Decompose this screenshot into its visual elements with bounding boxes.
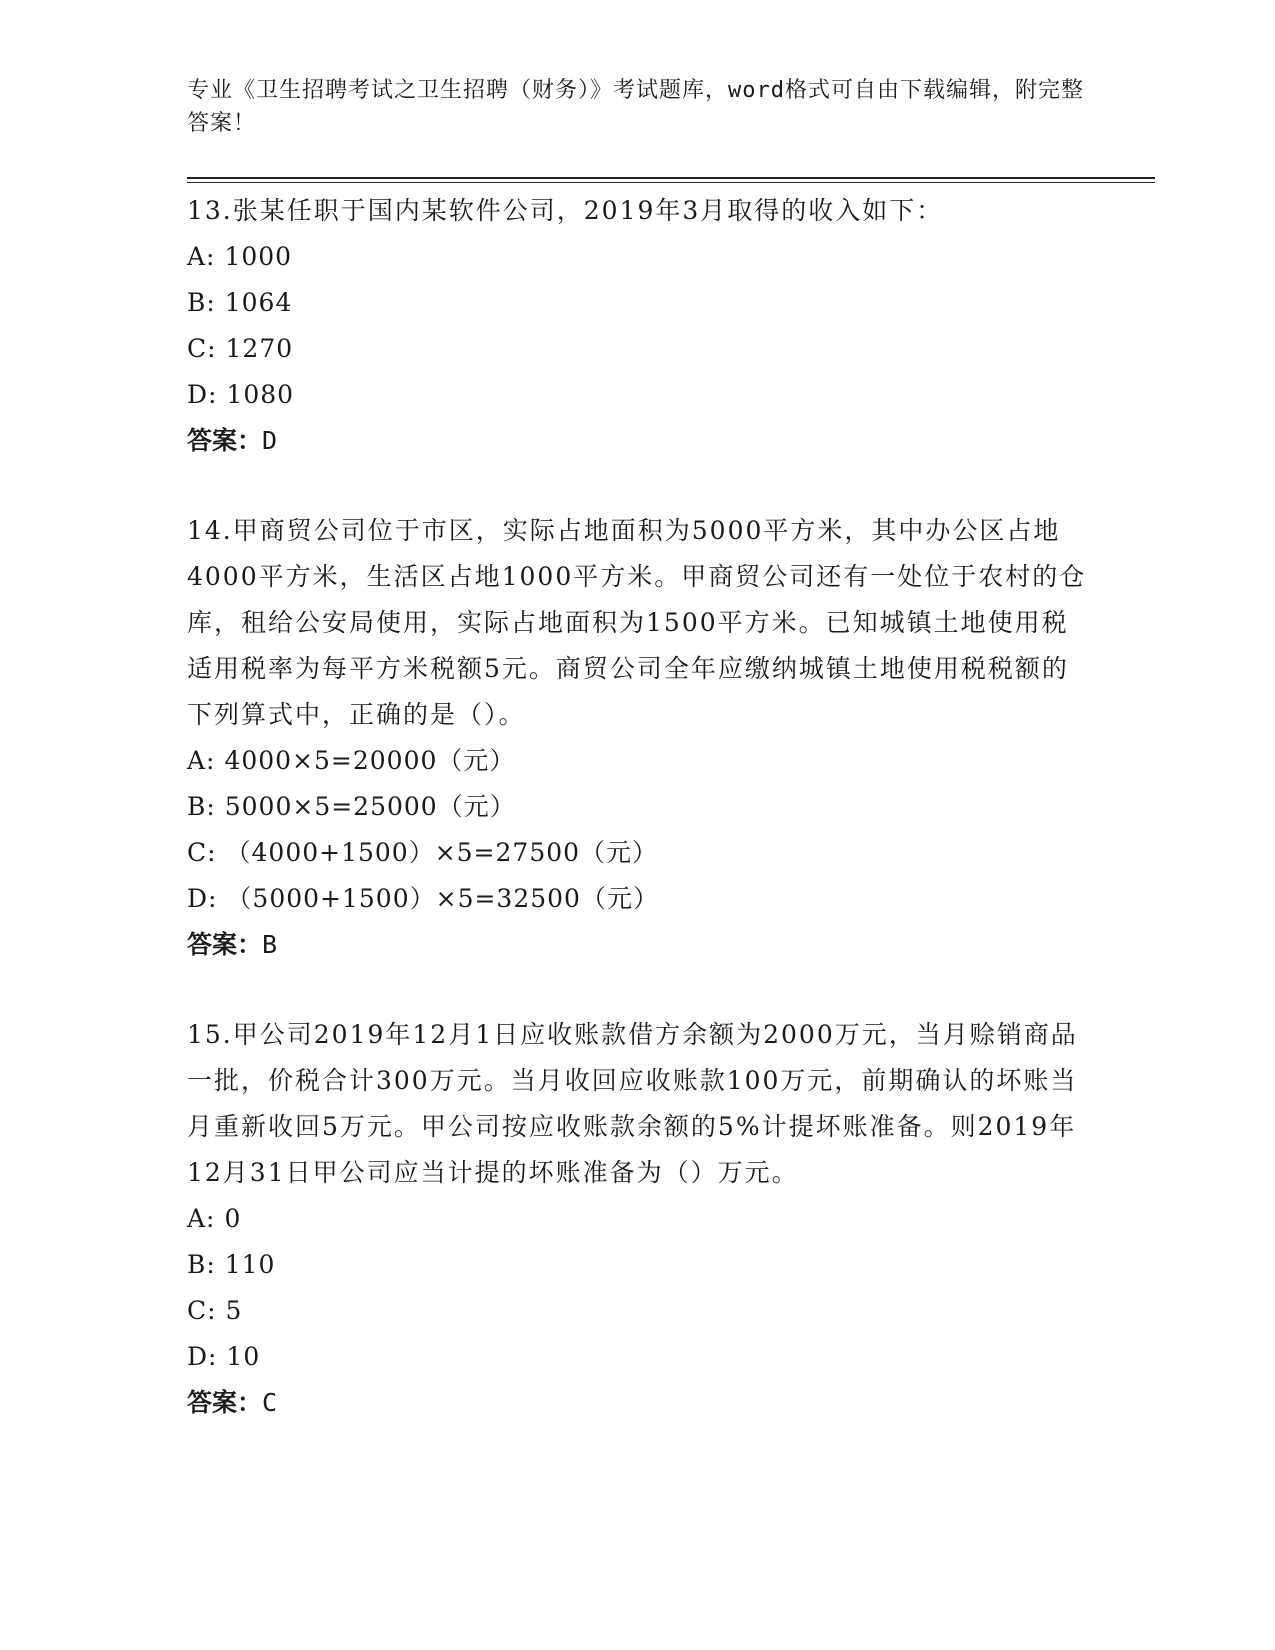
answer-label: 答案： — [187, 1388, 263, 1417]
option-b — [187, 280, 1087, 326]
option-label: B: — [187, 1250, 216, 1279]
header-divider — [187, 177, 1155, 179]
question-stem: 14.甲商贸公司位于市区，实际占地面积为5000平方米，其中办公区占地4000平方米，生活区占地1000平方米。甲商贸公司还有一处位于农村的仓库，租给公安局使用，实际占地面积为1500平方米。已知城镇土地使用税适用税率为每平方米税额5元。商贸公司全年应缴纳城镇土地使用税税额的下列算式中，正确的是（）。 — [187, 516, 1087, 729]
answer-label: 答案： — [187, 426, 263, 455]
option-label: A: — [187, 1204, 216, 1233]
option-label: C: — [187, 838, 217, 867]
option-b — [187, 784, 1087, 830]
question-13 — [187, 188, 1087, 464]
answer-line — [187, 418, 1087, 464]
option-text: （4000+1500）×5=27500（元） — [225, 838, 659, 867]
option-text: （5000+1500）×5=32500（元） — [226, 884, 659, 913]
question-stem: 15.甲公司2019年12月1日应收账款借方余额为2000万元，当月赊销商品一批，价税合计300万元。当月收回应收账款100万元，前期确认的坏账当月重新收回5万元。甲公司按应收账款余额的5%计提坏账准备。则2019年12月31日甲公司应当计提的坏账准备为（）万元。 — [187, 1020, 1078, 1187]
answer-value: B — [262, 930, 278, 959]
question-14 — [187, 508, 1087, 968]
question-stem: 13.张某任职于国内某软件公司，2019年3月取得的收入如下： — [187, 196, 944, 225]
option-label: D: — [187, 380, 218, 409]
option-label: B: — [187, 288, 216, 317]
option-text: 1270 — [225, 334, 294, 363]
answer-value: C — [262, 1388, 278, 1417]
answer-value: D — [262, 426, 278, 455]
option-text: 1064 — [224, 288, 293, 317]
option-d — [187, 1334, 1087, 1380]
question-list — [187, 188, 1087, 1426]
option-label: D: — [187, 884, 218, 913]
option-d — [187, 876, 1087, 922]
option-text: 5 — [225, 1296, 243, 1325]
option-c — [187, 1288, 1087, 1334]
option-d — [187, 372, 1087, 418]
option-text: 1080 — [226, 380, 295, 409]
answer-label: 答案： — [187, 930, 263, 959]
option-text: 4000×5=20000（元） — [224, 746, 516, 775]
question-spacer — [187, 464, 1087, 508]
option-label: A: — [187, 746, 216, 775]
question-15 — [187, 1012, 1087, 1426]
option-c — [187, 326, 1087, 372]
document-header: 专业《卫生招聘考试之卫生招聘（财务）》考试题库，word格式可自由下载编辑，附完整答案！ — [187, 78, 1084, 136]
option-a — [187, 738, 1087, 784]
option-text: 1000 — [224, 242, 293, 271]
option-c — [187, 830, 1087, 876]
option-label: B: — [187, 792, 216, 821]
option-label: A: — [187, 242, 216, 271]
option-text: 110 — [224, 1250, 276, 1279]
option-b — [187, 1242, 1087, 1288]
option-text: 0 — [224, 1204, 242, 1233]
header-divider-thin — [187, 182, 1155, 183]
option-text: 5000×5=25000（元） — [224, 792, 516, 821]
option-label: D: — [187, 1342, 218, 1371]
option-text: 10 — [226, 1342, 261, 1371]
option-label: C: — [187, 1296, 217, 1325]
option-a — [187, 234, 1087, 280]
option-a — [187, 1196, 1087, 1242]
question-spacer — [187, 968, 1087, 1012]
answer-line — [187, 922, 1087, 968]
answer-line — [187, 1380, 1087, 1426]
option-label: C: — [187, 334, 217, 363]
